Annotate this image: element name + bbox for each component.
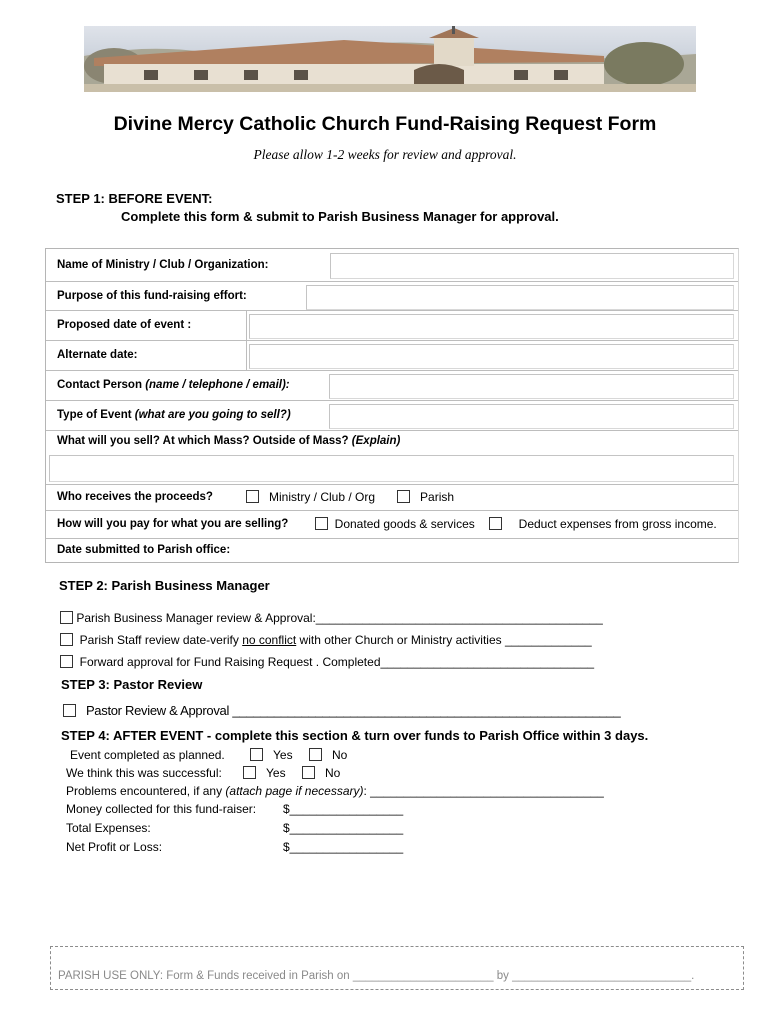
contact-field[interactable] xyxy=(329,374,734,399)
page-title: Divine Mercy Catholic Church Fund-Raising Request Form xyxy=(113,113,657,135)
payment-option-deduct[interactable] xyxy=(489,517,717,531)
total-expenses-label: Total Expenses: xyxy=(66,821,151,835)
payment-label: How will you pay for what you are selling? xyxy=(57,518,289,530)
contact-row xyxy=(46,370,738,401)
parish-use-only-box xyxy=(50,946,744,990)
payment-option-donated-label: Donated goods & services xyxy=(334,517,475,531)
proposed-date-row xyxy=(46,310,738,341)
step2-item-business-manager-text: Parish Business Manager review & Approval:___________________________________________ xyxy=(76,611,603,625)
completed-no-checkbox[interactable] xyxy=(309,748,322,761)
total-expenses-field[interactable]: $_________________ xyxy=(283,821,404,835)
ministry-row xyxy=(46,249,738,281)
event-completed-row xyxy=(70,748,225,762)
purpose-row xyxy=(46,281,738,311)
problems-row: Problems encountered, if any (attach page if necessary): ___________________________________ xyxy=(66,784,604,798)
proceeds-option-ministry-label: Ministry / Club / Org xyxy=(269,490,376,504)
money-collected-label: Money collected for this fund-raiser: xyxy=(66,802,257,816)
step1-description: Complete this form & submit to Parish Business Manager for approval. xyxy=(121,209,559,224)
business-manager-checkbox[interactable] xyxy=(60,611,73,624)
ministry-label: Name of Ministry / Club / Organization: xyxy=(57,259,269,271)
event-completed-label: Event completed as planned. xyxy=(70,748,225,762)
ministry-checkbox[interactable] xyxy=(246,490,259,503)
proposed-date-label: Proposed date of event : xyxy=(57,319,192,331)
completed-yes-checkbox[interactable] xyxy=(250,748,263,761)
ministry-field[interactable] xyxy=(330,253,734,279)
step2-item-business-manager xyxy=(60,611,603,625)
deduct-checkbox[interactable] xyxy=(489,517,502,530)
event-type-row xyxy=(46,400,738,431)
event-completed-no[interactable]: No xyxy=(309,748,347,762)
event-type-field[interactable] xyxy=(329,404,734,429)
proceeds-option-parish[interactable] xyxy=(397,490,454,504)
parish-use-only-text: PARISH USE ONLY: Form & Funds received in Parish on ______________________ by ____________________________. xyxy=(58,970,695,982)
successful-no-checkbox[interactable] xyxy=(302,766,315,779)
step3-heading: STEP 3: Pastor Review xyxy=(61,677,203,692)
successful-yes-checkbox[interactable] xyxy=(243,766,256,779)
donated-checkbox[interactable] xyxy=(315,517,328,530)
request-form xyxy=(45,248,739,563)
step3-item-pastor-review-text: Pastor Review & Approval ________________________________________________________ xyxy=(85,703,621,718)
sell-label: What will you sell? At which Mass? Outside of Mass? (Explain) xyxy=(57,435,401,447)
step3-item-pastor-review xyxy=(63,703,620,718)
date-submitted-label: Date submitted to Parish office: xyxy=(57,544,231,556)
successful-yes[interactable]: Yes xyxy=(243,766,286,780)
forward-approval-checkbox[interactable] xyxy=(60,655,73,668)
date-submitted-row xyxy=(46,538,738,563)
successful-row xyxy=(66,766,222,780)
page-subtitle: Please allow 1-2 weeks for review and approval. xyxy=(253,147,517,162)
step2-item-forward-approval xyxy=(60,655,594,669)
purpose-field[interactable] xyxy=(306,285,734,310)
proposed-date-field[interactable] xyxy=(249,314,734,339)
proceeds-label: Who receives the proceeds? xyxy=(57,491,213,503)
alternate-date-row xyxy=(46,340,738,371)
event-type-label: Type of Event (what are you going to sell?) xyxy=(57,409,291,421)
event-completed-yes[interactable]: Yes xyxy=(250,748,293,762)
contact-label: Contact Person (name / telephone / email): xyxy=(57,379,290,391)
successful-no[interactable]: No xyxy=(302,766,340,780)
sell-field[interactable] xyxy=(49,455,734,482)
proceeds-option-ministry[interactable] xyxy=(246,490,375,504)
money-collected-field[interactable]: $_________________ xyxy=(283,802,404,816)
step1-heading: STEP 1: BEFORE EVENT: xyxy=(56,191,213,206)
parish-checkbox[interactable] xyxy=(397,490,410,503)
church-building-photo xyxy=(84,26,696,92)
net-profit-label: Net Profit or Loss: xyxy=(66,840,163,854)
alternate-date-label: Alternate date: xyxy=(57,349,138,361)
step4-heading: STEP 4: AFTER EVENT - complete this section & turn over funds to Parish Office within 3 days. xyxy=(61,728,649,743)
net-profit-field[interactable]: $_________________ xyxy=(283,840,404,854)
payment-option-donated[interactable] xyxy=(315,517,475,531)
step2-heading: STEP 2: Parish Business Manager xyxy=(59,578,270,593)
pastor-review-checkbox[interactable] xyxy=(63,704,76,717)
payment-option-deduct-label: Deduct expenses from gross income. xyxy=(518,517,717,531)
staff-review-checkbox[interactable] xyxy=(60,633,73,646)
step2-item-staff-review: Parish Staff review date-verify no conflict with other Church or Ministry activities _____________ xyxy=(60,633,592,647)
alternate-date-field[interactable] xyxy=(249,344,734,369)
successful-label: We think this was successful: xyxy=(66,766,222,780)
proceeds-row xyxy=(46,484,738,511)
payment-row xyxy=(46,510,738,539)
purpose-label: Purpose of this fund-raising effort: xyxy=(57,290,247,302)
step2-item-forward-approval-text: Forward approval for Fund Raising Request . Completed________________________________ xyxy=(79,655,595,669)
proceeds-option-parish-label: Parish xyxy=(420,490,455,504)
sell-row xyxy=(46,430,738,485)
